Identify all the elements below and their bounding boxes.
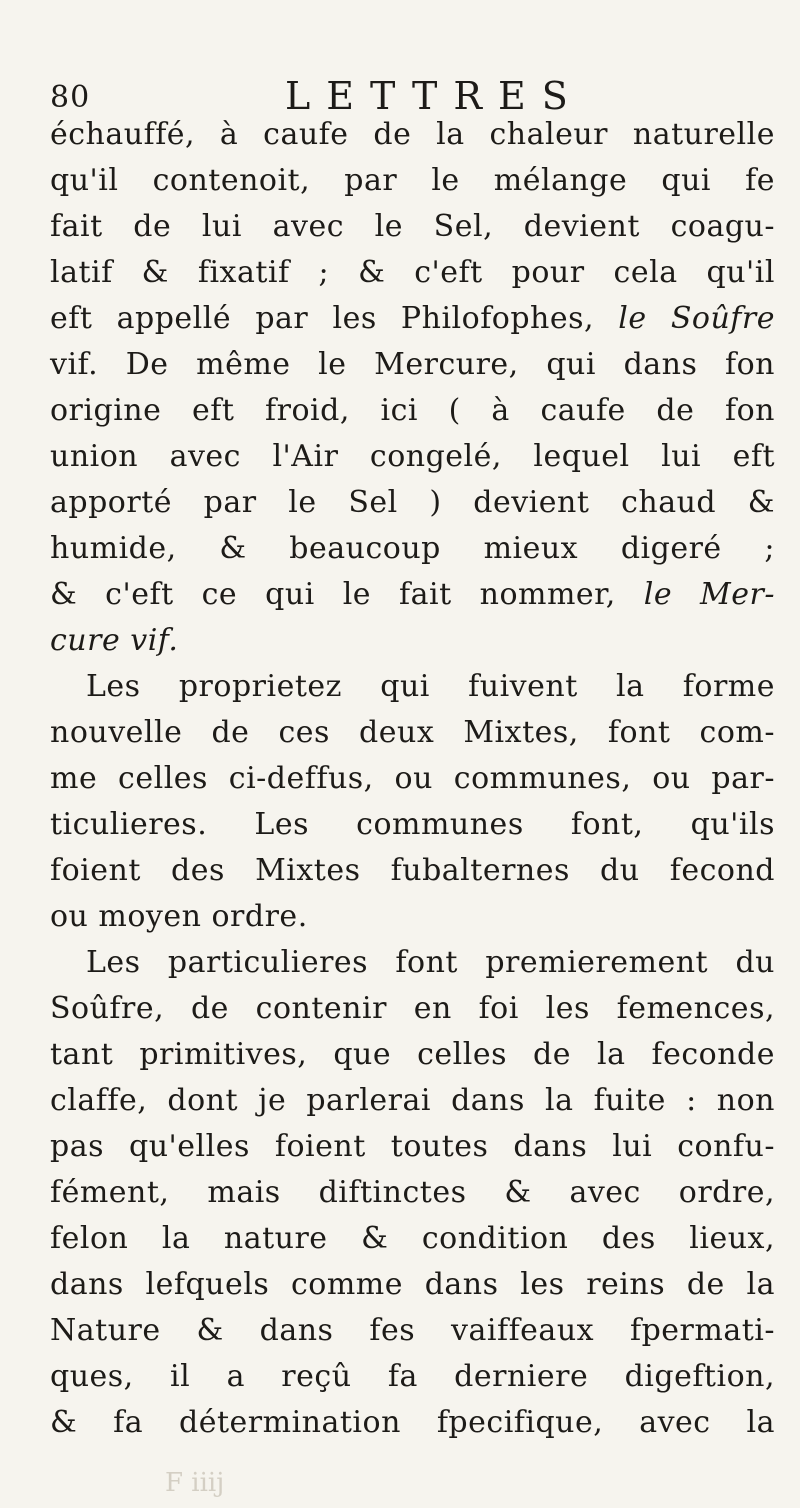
page-number: 80 bbox=[50, 80, 91, 115]
text-line: Nature & dans fes vaiffeaux fpermati- bbox=[50, 1313, 775, 1348]
italic-term-mercure-cont: cure vif. bbox=[50, 623, 179, 658]
body-text bbox=[50, 112, 775, 1446]
text-line: nouvelle de ces deux Mixtes, font com- bbox=[50, 715, 775, 750]
text-line: Soûfre, de contenir en foi les femences, bbox=[50, 991, 775, 1026]
text-line-roman: eft appellé par les Philofophes, bbox=[50, 301, 619, 336]
text-line: fait de lui avec le Sel, devient coagu- bbox=[50, 209, 775, 244]
text-line: Les particulieres font premierement du bbox=[86, 945, 775, 980]
text-line: apporté par le Sel ) devient chaud & bbox=[50, 485, 775, 520]
signature-mark: F iiij bbox=[165, 1468, 225, 1498]
page-header bbox=[50, 74, 770, 118]
running-title: LETTRES bbox=[285, 74, 584, 118]
text-line: origine eft froid, ici ( à caufe de fon bbox=[50, 393, 775, 428]
text-line-roman: & c'eft ce qui le fait nommer, bbox=[50, 577, 644, 612]
text-line: qu'il contenoit, par le mélange qui fe bbox=[50, 163, 775, 198]
text-line bbox=[50, 618, 775, 664]
text-line: foient des Mixtes fubalternes du fecond bbox=[50, 853, 775, 888]
text-line: ou moyen ordre. bbox=[50, 899, 308, 934]
text-line: échauffé, à caufe de la chaleur naturelle bbox=[50, 117, 775, 152]
text-line: vif. De même le Mercure, qui dans fon bbox=[50, 347, 775, 382]
text-line: union avec l'Air congelé, lequel lui eft bbox=[50, 439, 775, 474]
italic-term-mercure: le Mer- bbox=[643, 577, 775, 612]
text-line: latif & fixatif ; & c'eft pour cela qu'il bbox=[50, 255, 775, 290]
text-line: humide, & beaucoup mieux digeré ; bbox=[50, 531, 775, 566]
text-line: me celles ci-deffus, ou communes, ou par- bbox=[50, 761, 775, 796]
text-line: ticulieres. Les communes font, qu'ils bbox=[50, 807, 775, 842]
text-line bbox=[50, 572, 775, 618]
text-line: & fa détermination fpecifique, avec la bbox=[50, 1405, 775, 1440]
text-line: claffe, dont je parlerai dans la fuite : non bbox=[50, 1083, 775, 1118]
text-line: tant primitives, que celles de la feconde bbox=[50, 1037, 775, 1072]
text-line: pas qu'elles foient toutes dans lui confu- bbox=[50, 1129, 775, 1164]
text-line: felon la nature & condition des lieux, bbox=[50, 1221, 775, 1256]
text-line bbox=[50, 296, 775, 342]
text-line: dans lefquels comme dans les reins de la bbox=[50, 1267, 775, 1302]
text-line: ques, il a reçû fa derniere digeftion, bbox=[50, 1359, 775, 1394]
text-line: fément, mais diftinctes & avec ordre, bbox=[50, 1175, 775, 1210]
italic-term-soufre: le Soûfre bbox=[618, 301, 775, 336]
text-line: Les proprietez qui fuivent la forme bbox=[86, 669, 775, 704]
